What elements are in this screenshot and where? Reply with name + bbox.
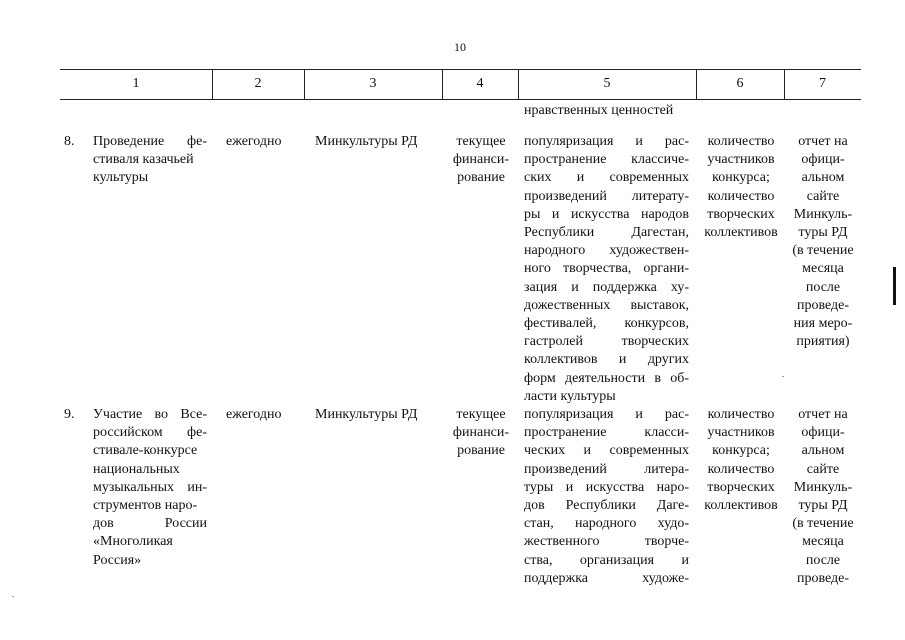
indicator-line: количество xyxy=(707,188,775,204)
goal-line: популяризация и рас- xyxy=(524,134,689,149)
indicator-line: количество xyxy=(707,134,775,149)
goal-line: форм деятельности в об- xyxy=(524,370,689,386)
goal-line: ских и современных xyxy=(524,170,689,186)
report-line: офици- xyxy=(801,152,845,168)
event-name-line: Участие во Все- xyxy=(93,407,207,422)
indicators xyxy=(698,133,784,242)
event-name-line: российском фе- xyxy=(93,425,207,441)
report-line: проведе- xyxy=(796,570,850,586)
header-bottom-border xyxy=(60,99,861,100)
report-line: отчет на xyxy=(798,407,848,422)
event-name-line: Проведение фе- xyxy=(93,134,207,149)
goal-line: зация и поддержка ху- xyxy=(524,279,689,295)
report-line: (в течение xyxy=(792,516,854,532)
report-line: (в течение xyxy=(792,243,854,259)
goal-line: ного творчества, органи- xyxy=(524,261,689,277)
executor: Минкультуры РД xyxy=(315,407,418,422)
event-name xyxy=(93,406,207,570)
report-line: сайте xyxy=(806,188,840,204)
financing-line: рование xyxy=(457,170,505,186)
event-name-line: культуры xyxy=(93,170,149,186)
row-number: 8. xyxy=(64,134,75,149)
event-name-line: Россия» xyxy=(93,552,142,568)
goal-line: ры и искусства народов xyxy=(524,206,689,222)
report-line: месяца xyxy=(802,534,844,550)
goal-line: народного художествен- xyxy=(524,243,689,259)
goal-line: пространение классиче- xyxy=(524,152,689,168)
indicator-line: творческих xyxy=(707,479,775,495)
report-line: офици- xyxy=(801,425,845,441)
goal-line: гастролей творческих xyxy=(524,334,689,350)
goal-line: популяризация и рас- xyxy=(524,407,689,422)
event-name-line: струментов наро- xyxy=(93,498,198,514)
financing-line: текущее xyxy=(456,407,506,422)
indicator-line: участников xyxy=(707,152,775,168)
goal-line: жественного творче- xyxy=(524,534,689,550)
event-name-line: национальных xyxy=(93,461,180,477)
goal-description xyxy=(524,133,689,406)
report-line: после xyxy=(805,552,841,568)
column-header-3: 3 xyxy=(369,76,377,91)
column-header-5: 5 xyxy=(603,76,611,91)
scan-edge-mark xyxy=(893,267,896,305)
indicator-line: коллективов xyxy=(704,225,778,241)
goal-line: произведений литера- xyxy=(524,461,689,477)
financing-source xyxy=(447,406,515,461)
row-number: 9. xyxy=(64,407,75,422)
event-name-line: стивале-конкурсе xyxy=(93,443,198,459)
report-line: проведе- xyxy=(796,297,850,313)
goal-line: Республики Дагестан, xyxy=(524,225,689,241)
goal-line: ласти культуры xyxy=(524,388,616,404)
goal-line: фестивалей, конкурсов, xyxy=(524,316,689,332)
indicator-line: количество xyxy=(707,461,775,477)
column-header-1: 1 xyxy=(132,76,140,91)
goal-line: ческих и современных xyxy=(524,443,689,459)
indicator-line: участников xyxy=(707,425,775,441)
goal-line: коллективов и других xyxy=(524,352,689,368)
goal-description xyxy=(524,406,689,588)
period: ежегодно xyxy=(226,407,282,422)
report-line: месяца xyxy=(802,261,844,277)
event-name-line: «Многоликая xyxy=(93,534,173,550)
indicator-line: творческих xyxy=(707,206,775,222)
report-form xyxy=(786,133,860,351)
goal-line: пространение класси- xyxy=(524,425,689,441)
indicator-line: конкурса; xyxy=(712,443,770,459)
event-name-line: стиваля казачьей xyxy=(93,152,194,168)
report-line: ния меро- xyxy=(793,316,853,332)
report-line: альном xyxy=(801,443,845,459)
page-number: 10 xyxy=(454,40,466,54)
financing-line: финанси- xyxy=(452,425,510,441)
indicators xyxy=(698,406,784,515)
goal-line: дов Республики Даге- xyxy=(524,498,689,514)
indicator-line: количество xyxy=(707,407,775,422)
scan-speck xyxy=(782,376,784,377)
event-name-line: музыкальных ин- xyxy=(93,479,207,495)
column-header-6: 6 xyxy=(736,76,744,91)
indicator-line: коллективов xyxy=(704,498,778,514)
report-line: приятия) xyxy=(796,334,850,350)
financing-line: рование xyxy=(457,443,505,459)
financing-line: финанси- xyxy=(452,152,510,168)
indicator-line: конкурса; xyxy=(712,170,770,186)
financing-line: текущее xyxy=(456,134,506,149)
report-line: туры РД xyxy=(798,498,848,514)
report-line: Минкуль- xyxy=(793,206,853,222)
continuation-text: нравственных ценностей xyxy=(524,103,674,118)
goal-line: ства, организация и xyxy=(524,552,689,568)
report-line: альном xyxy=(801,170,845,186)
goal-line: произведений литерату- xyxy=(524,188,689,204)
goal-line: дожественных выставок, xyxy=(524,297,689,313)
report-line: туры РД xyxy=(798,225,848,241)
report-line: Минкуль- xyxy=(793,479,853,495)
financing-source xyxy=(447,133,515,188)
goal-line: поддержка художе- xyxy=(524,570,689,586)
scan-speck xyxy=(12,596,14,597)
table-top-border xyxy=(60,69,861,70)
goal-line: стан, народного худо- xyxy=(524,516,689,532)
column-header-4: 4 xyxy=(476,76,484,91)
report-line: отчет на xyxy=(798,134,848,149)
report-line: сайте xyxy=(806,461,840,477)
column-header-7: 7 xyxy=(819,76,826,91)
executor: Минкультуры РД xyxy=(315,134,418,149)
column-header-2: 2 xyxy=(254,76,262,91)
event-name-line: дов России xyxy=(93,516,207,532)
event-name xyxy=(93,133,207,188)
report-line: после xyxy=(805,279,841,295)
report-form xyxy=(786,406,860,588)
goal-line: туры и искусства наро- xyxy=(524,479,689,495)
period: ежегодно xyxy=(226,134,282,149)
